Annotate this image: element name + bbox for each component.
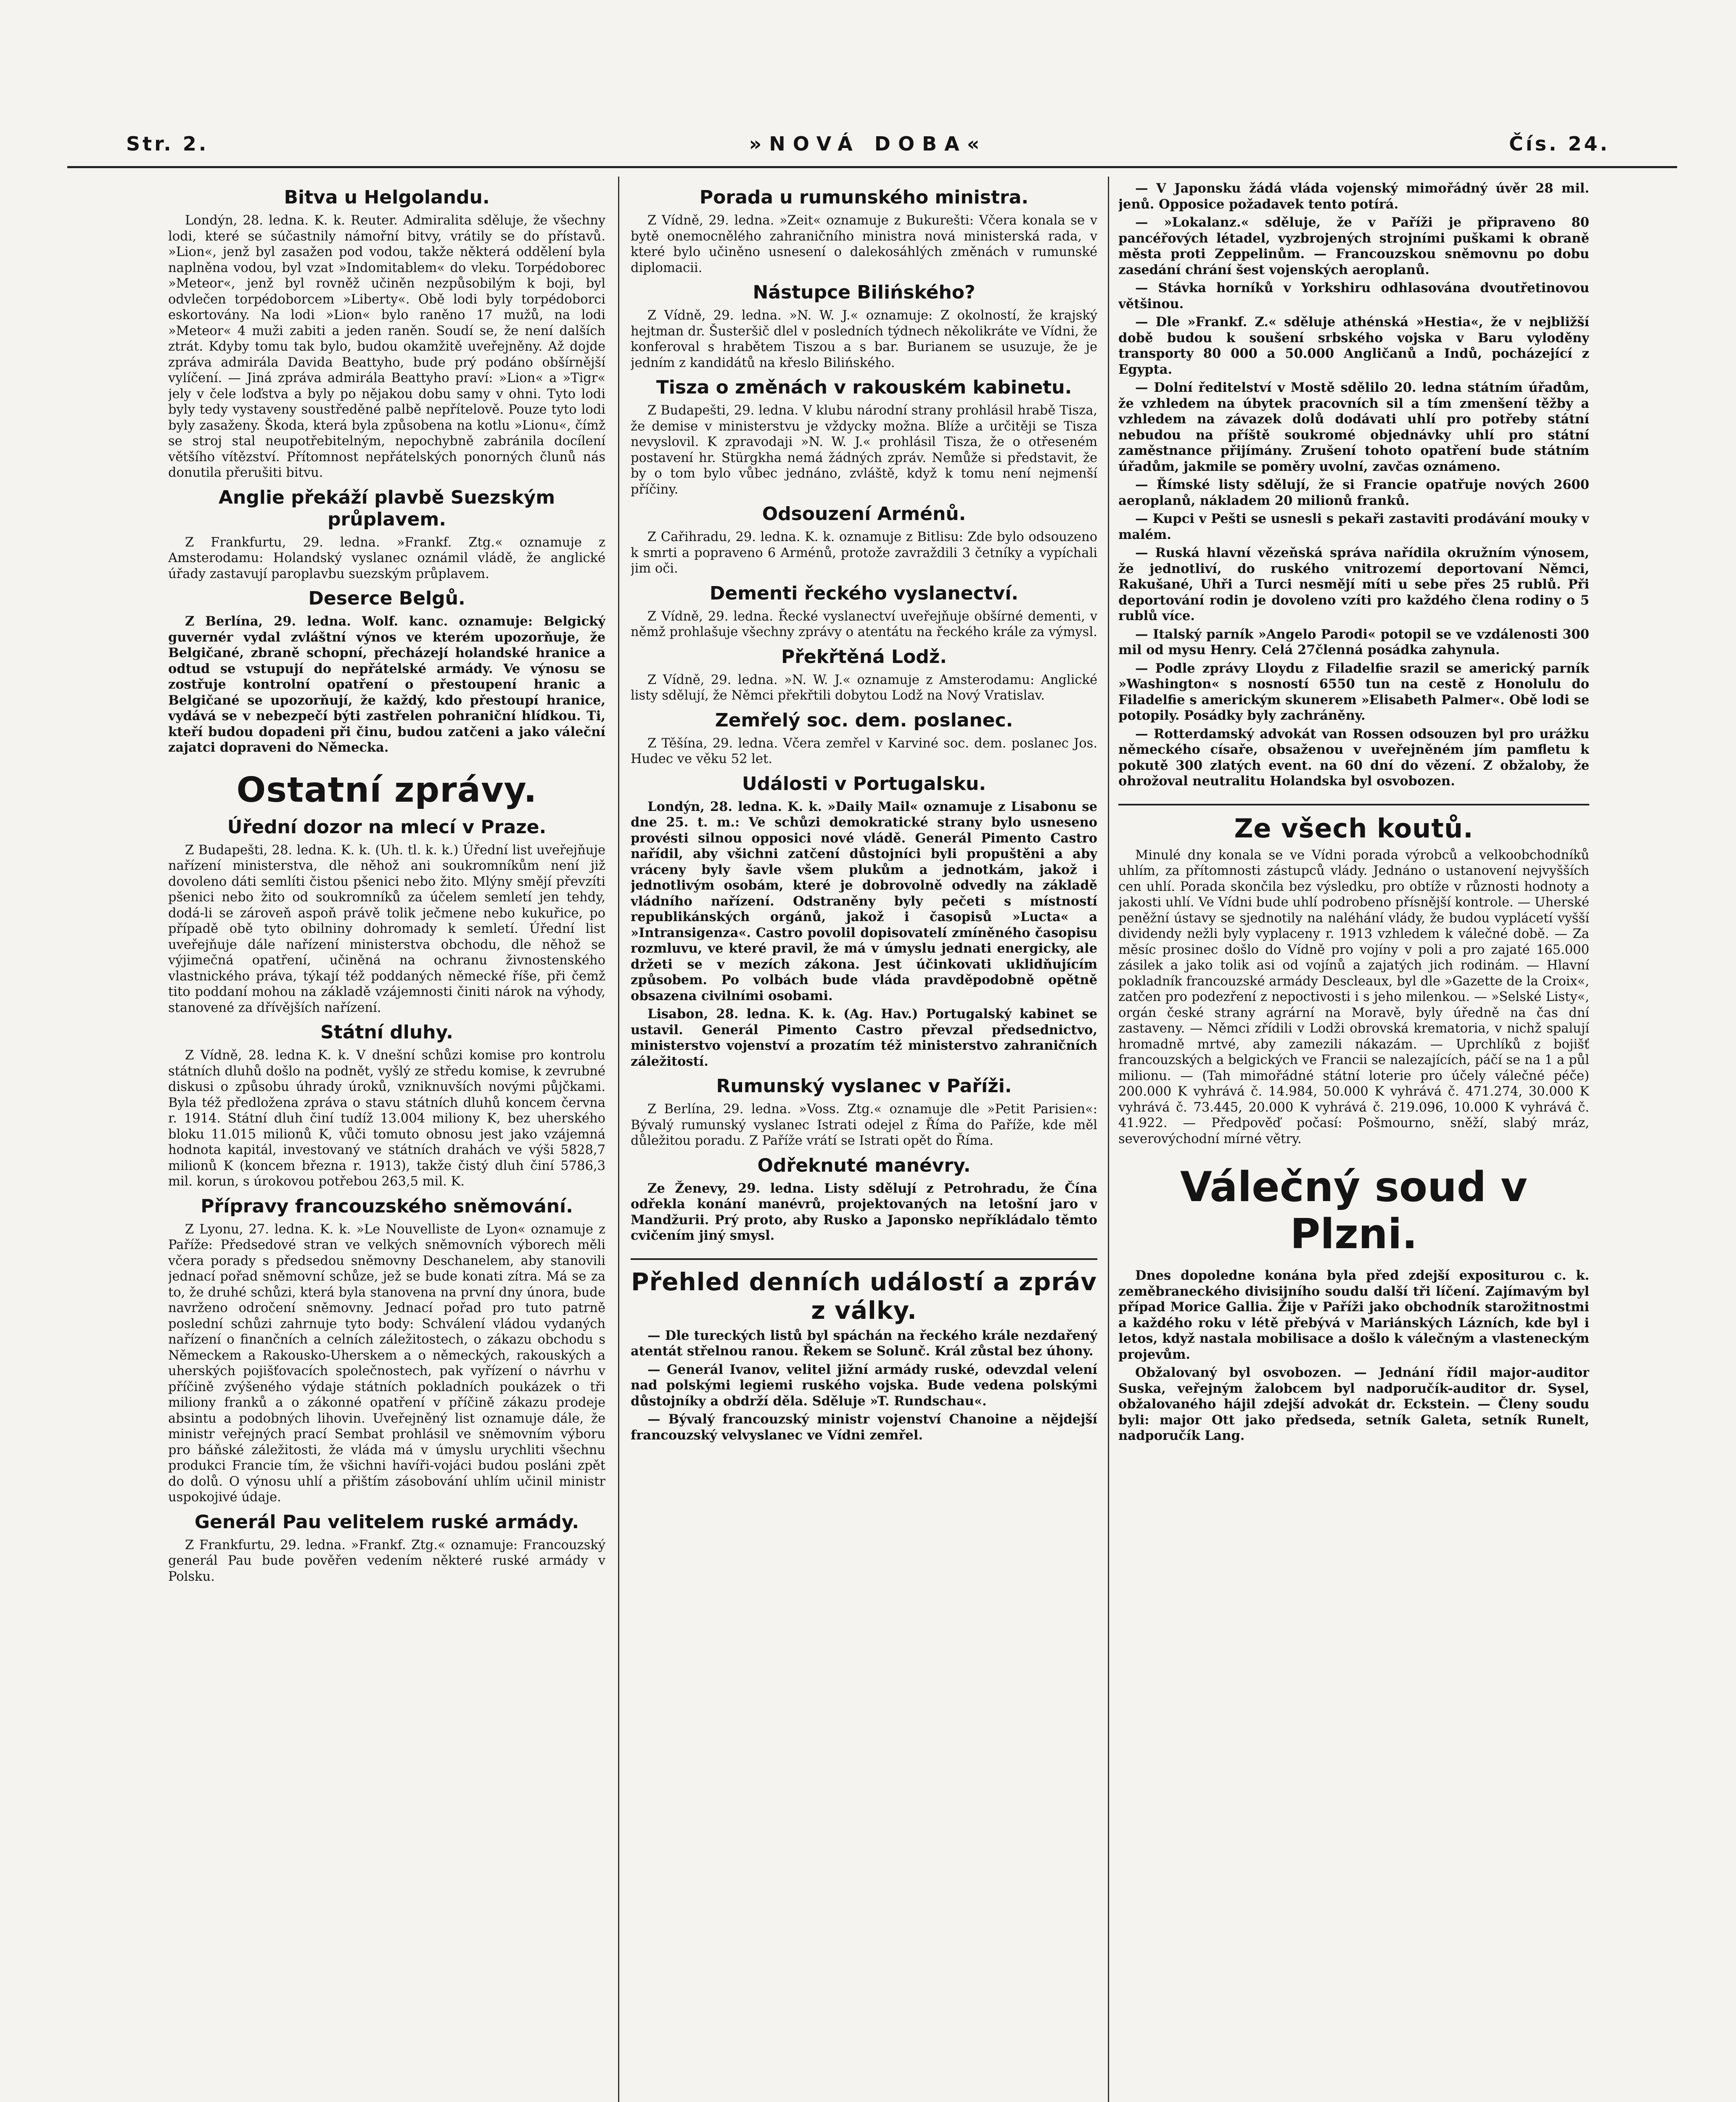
column-1 xyxy=(168,181,605,2102)
article-text: Z Vídně, 29. ledna. »N. W. J.« oznamuje z Amsterodamu: Anglické listy sdělují, že Němci překřtili dobytou Lodž na Nový Vratislav. xyxy=(631,672,1097,703)
article-text: — Římské listy sdělují, že si Francie opatřuje nových 2600 aeroplanů, nákladem 20 milionů franků. xyxy=(1118,477,1589,508)
headline: Události v Portugalsku. xyxy=(742,773,986,795)
article-text: — Dolní ředitelství v Mostě sdělilo 20. ledna státním úřadům, že vzhledem na úbytek pracovních sil a tím zmenšení těžby a vzhledem na závazek dolů dodávati uhlí pro potřeby státní nebudou na příště soukromé objednávky uhlí pro státní zaměstnance přijímány. Zrušení tohoto opatření bude státním úřadům, jakmile se poměry uvolní, zavčas oznámeno. xyxy=(1118,380,1589,474)
page-number: Str. 2. xyxy=(126,132,209,155)
headline: Generál Pau velitelem ruské armády. xyxy=(194,1511,579,1533)
article-text: Londýn, 28. ledna. K. k. »Daily Mail« oznamuje z Lisabonu se dne 25. t. m.: Ve schůzi demokratické strany bylo usneseno provésti silnou opposici nové vládě. Generál Pimento Castro nařídil, aby všichni zatčení důstojníci byli propuštěni a aby vráceny byly šavle všem plukům a jednotkám, jakož i jednotlivým osobám, které je dobrovolně odvedly na základě vládního nařízení. Odstraněny byly pečeti s místností republikánských orgánů, jakož i časopisů »Lucta« a »Intransigenza«. Castro povolil dopisovatelí zmíněného časopisu rozmluvu, ve které pravil, že má v úmyslu jednati energicky, ale držeti se v mezích zákona. Jest účinkovati uklidňujícím způsobem. Po volbách bude vláda pravděpodobně opětně obsazena civilními osobami. xyxy=(631,799,1097,1003)
article-text: Minulé dny konala se ve Vídni porada výrobců a velkoobchodníků uhlím, za přítomnosti zástupců vlády. Jednáno o ustanovení nejvyšších cen uhlí. Porada skončila bez výsledku, pro obtíže v různosti hodnoty a jakosti uhlí. Ve Vídni bude uhlí podrobeno přísnější kontrole. — Uherské peněžní ústavy se sjednotily na naléhání vlády, že budou vyplácetí vyšší dividendy nežli byly vyplaceny r. 1913 vzhledem k válečné době. — Za měsíc prosinec došlo do Vídně pro vojíny v poli a pro zajaté 165.000 zásilek a jako tolik asi od vojínů a zajatých jich rodinám. — Hlavní pokladník francouzské armády Descleaux, byl dle »Gazette de la Croix«, zatčen pro podezření z nepoctivosti i s jeho milenkou. — »Selské Listy«, orgán české strany agrární na Moravě, byly úředně na čas dní zastaveny. — Němci zřídili v Lodži obrovská krematoria, v nichž spalují hromadně mrtvé, aby zamezili nákazám. — Uprchlíků z bojišť francouzských a belgických ve Francii se nalezajících, páčí se na 1 a půl milionu. — (Tah mimořádné státní loterie pro účely válečné péče) 200.000 K vyhrává č. 14.984, 50.000 K vyhrává č. 471.274, 30.000 K vyhrává č. 73.445, 20.000 K vyhrává č. 219.096, 10.000 K vyhrává č. 41.922. — Předpověď počasí: Pošmourno, sněží, slabý mráz, severovýchodní mírné větry. xyxy=(1118,848,1589,1146)
article-text: — Kupci v Pešti se usnesli s pekaři zastaviti prodávání mouky v malém. xyxy=(1118,511,1589,542)
article-text: — Rotterdamský advokát van Rossen odsouzen byl pro urážku německého císaře, obsaženou v uveřejněném jím pamfletu k pokutě 300 zlatých event. na 60 dní do vězení. Z obžaloby, že ohrožoval neutralitu Holandska byl osvobozen. xyxy=(1118,726,1589,789)
article-text: Z Vídně, 29. ledna. »Zeit« oznamuje z Bukurešti: Včera konala se v bytě onemocnělého zahraničního ministra nová ministerská rada, v které bylo učiněno usnesení o dalekosáhlých změnách v rumunské diplomacii. xyxy=(631,213,1097,275)
headline: Odřeknuté manévry. xyxy=(757,1154,971,1176)
newspaper-title: »NOVÁ DOBA« xyxy=(749,132,987,155)
headline: Dementi řeckého vyslanectví. xyxy=(709,582,1019,604)
article-text: Z Vídně, 28. ledna K. k. V dnešní schůzi komise pro kontrolu státních dluhů došlo na podnět, vyšlý ze středu komise, k zevrubné diskusi o způsobu úhrady úroků, vzniknuvších novými půjčkami. Byla též předložena zpráva o stavu státních dluhů koncem června r. 1914. Státní dluh činí tudíž 13.004 miliony K, bez uherského bloku 11.015 milionů K, vůči tomuto obnosu jest jako vzájemná hodnota kapitál, investovaný ve státních drahách ve výši 5828,7 milionů K (koncem března r. 1913), takže čistý dluh činí 5786,3 mil. korun, s úrokovou potřebou 263,5 mil. K. xyxy=(168,1048,605,1189)
article-text: Z Berlína, 29. ledna. Wolf. kanc. oznamuje: Belgický guvernér vydal zvláštní výnos ve kterém upozorňuje, že Belgičané, zbraně schopní, přecházejí holandské hranice a odtud se vstupují do nepřátelské armády. Ve výnosu se zostřuje kontrolní opatření o přestoupení hranic a Belgičané se upozorňují, že každý, kdo přestoupí hranice, vydává se v nebezpečí býti zastřelen pohraniční hlídkou. Ti, kteří budou dopadeni při činu, budou zatčeni a jako váleční zajatci dopraveni do Německa. xyxy=(168,614,605,755)
column-3 xyxy=(1118,181,1589,2102)
article-text: Z Cařihradu, 29. ledna. K. k. oznamuje z Bitlisu: Zde bylo odsouzeno k smrti a popraveno 6 Arménů, protože zavraždili 3 četníky a vypíchali jim oči. xyxy=(631,530,1097,576)
column-divider xyxy=(1108,177,1109,2102)
section-title: Ze všech koutů. xyxy=(1118,804,1589,844)
header-divider xyxy=(67,166,1677,168)
article-text: Ze Ženevy, 29. ledna. Listy sdělují z Petrohradu, že Čína odřekla konání manévrů, projektovaných na letošní jaro v Mandžurii. Prý proto, aby Rusko a Japonsko nepříkládalo těmto cvičením jiný smysl. xyxy=(631,1180,1097,1243)
headline: Bitva u Helgolandu. xyxy=(284,187,490,208)
headline: Tisza o změnách v rakouském kabinetu. xyxy=(656,377,1072,398)
article-text: Dnes dopoledne konána byla před zdejší expositurou c. k. zeměbraneckého divisijního soudu další tři líčení. Zajímavým byl případ Morice Gallia. Žije v Paříži jako obchodník starožitnostmi a každého roku v létě přebývá v Mariánských Lázních, kde byl i letos, když nastala mobilisace a došlo k válečným a vlasteneckým projevům. xyxy=(1118,1268,1589,1362)
headline: Státní dluhy. xyxy=(320,1022,453,1043)
column-divider xyxy=(618,177,619,2102)
headline: Úřední dozor na mlecí v Praze. xyxy=(227,816,547,838)
headline: Rumunský vyslanec v Paříži. xyxy=(716,1075,1012,1097)
headline: Nástupce Bilińského? xyxy=(753,282,975,303)
article-text: — Bývalý francouzský ministr vojenství Chanoine a nějdejší francouzský velvyslanec ve Vídni zemřel. xyxy=(631,1412,1097,1443)
article-text: Z Těšína, 29. ledna. Včera zemřel v Karviné soc. dem. poslanec Jos. Hudec ve věku 52 let. xyxy=(631,736,1097,766)
page-header xyxy=(126,132,1610,162)
article-text: Z Vídně, 29. ledna. Řecké vyslanectví uveřejňuje obšírné dementi, v němž prohlašuje všechny zprávy o atentátu na řeckého krále za výmysl. xyxy=(631,609,1097,639)
article-text: — »Lokalanz.« sděluje, že v Paříži je připraveno 80 pancéřových létadel, vyzbrojených strojními puškami k obraně města proti Zeppelinům. — Francouzskou sněmovnu po dobu zasedání chrání šest vojenských aeroplanů. xyxy=(1118,215,1589,277)
article-text: — Dle tureckých listů byl spáchán na řeckého krále nezdařený atentát střelnou ranou. Řekem se Solunč. Král zůstal bez úhony. xyxy=(631,1328,1097,1359)
section-title: Válečný soud v Plzni. xyxy=(1180,1163,1528,1258)
issue-number: Čís. 24. xyxy=(1509,132,1610,155)
article-text: Z Berlína, 29. ledna. »Voss. Ztg.« oznamuje dle »Petit Parisien«: Bývalý rumunský vyslanec Istrati odejel z Říma do Paříže, kde měl důležitou poradu. Z Paříže vrátí se Istrati opět do Říma. xyxy=(631,1102,1097,1148)
article-text: Obžalovaný byl osvobozen. — Jednání řídil major-auditor Suska, veřejným žalobcem byl nadporučík-auditor dr. Sysel, obžalovaného hájil zdejší advokát dr. Eckstein. — Členy soudu byli: major Ott jako předseda, setník Galeta, setník Runelt, nadporučík Lang. xyxy=(1118,1365,1589,1443)
section-title: Ostatní zprávy. xyxy=(236,770,537,810)
article-text: — Ruská hlavní vězeňská správa nařídila okružním výnosem, že jednotliví, do ruského vnitrozemí deportovaní Němci, Rakušané, Uhři a Turci nesmějí míti u sebe přes 25 rublů. Při deportování rodin je dovoleno vzíti pro každého člena rodiny o 5 rublů více. xyxy=(1118,545,1589,623)
article-text: Z Vídně, 29. ledna. »N. W. J.« oznamuje: Z okolností, že krajský hejtman dr. Šusteršič dlel v posledních týdnech několikráte ve Vídni, že konferoval s hrabětem Tiszou a s bar. Burianem se usuzuje, že je jedním z kandidátů na křeslo Bilińského. xyxy=(631,308,1097,370)
article-text: — Stávka horníků v Yorkshiru odhlasována dvoutřetinovou většinou. xyxy=(1118,280,1589,312)
article-text: Z Lyonu, 27. ledna. K. k. »Le Nouvelliste de Lyon« oznamuje z Paříže: Předsedové stran ve velkých sněmovních výborech měli včera porady s předsedou sněmovny Deschanelem, aby stanovili jednací pořad sněmovní schůze, jež se bude konati zítra. Má se za to, že druhé schůzi, která byla stanovena na první dny února, bude navrženo odročení sněmovny. Jednací pořad pro tuto patrně poslední schůzi zahrnuje tyto body: Schválení vládou vydaných nařízení o finančních a celních záležitostech, o zákazu obchodu s Německem a Rakousko-Uherskem a o německých, rakouských a uherských pojišťovacích společnostech, pak vyřízení o návrhu v příčině zvýšeného výdaje státních pokladních poukázek o tři miliony franků a o zákonné opatření v příčině zákazu prodeje absintu a podobných lihovin. Uveřejněný list oznamuje dále, že ministr veřejných prací Sembat prohlásil ve sněmovním výboru pro báňské záležitosti, že vláda má v úmyslu urychliti všechnu produkci Francie tím, že všichni havíři-vojáci budou posláni zpět do dolů. O výnosu uhlí a přištím zásobování uhlím učinil ministr uspokojivé údaje. xyxy=(168,1222,605,1505)
article-text: — Generál Ivanov, velitel jižní armády ruské, odevzdal velení nad polskými legiemi ruského vojska. Bude vedena polskými důstojníky a obdrží děla. Sděluje »T. Rundschau«. xyxy=(631,1362,1097,1409)
article-text: Z Frankfurtu, 29. ledna. »Frankf. Ztg.« oznamuje: Francouzský generál Pau bude pověřen vedením některé ruské armády v Polsku. xyxy=(168,1537,605,1584)
article-text: Londýn, 28. ledna. K. k. Reuter. Admiralita sděluje, že všechny lodi, které se súčastnily námořní bitvy, vrátily se do přístavů. »Lion«, jenž byl zasažen pod vodou, takže některá oddělení byla naplněna vodou, byl vzat »Indomitablem« do vleku. Torpédoborec »Meteor«, jenž byl rovněž učiněn nezpůsobilým k boji, byl odvlečen torpédoborcem »Liberty«. Obě lodi byly torpédoborci eskortovány. Na lodi »Lion« bylo raněno 17 mužů, na lodi »Meteor« 4 muži zabiti a jeden raněn. Soudí se, že není dalších ztrát. Kdyby tomu tak bylo, budou okamžitě uveřejněny. Až dojde zpráva admirála Davida Beattyho, bude prý podáno obšírnější vylíčení. — Jiná zpráva admirála Beattyho praví: »Lion« a »Tigr« jely v čele loďstva a byly po nějakou dobu samy v ohni. Tyto lodi byly tedy vystaveny soustředěné palbě nepřítelově. Pouze tyto lodi byly zasaženy. Škoda, která byla způsobena na kotlu »Lionu«, čímž se stroj stal neupotřebitelným, nepochybně zabránila docílení většího vítězství. Přítomnost nepřátelských ponorných člunů nás donutila přerušiti bitvu. xyxy=(168,213,605,480)
article-text: Lisabon, 28. ledna. K. k. (Ag. Hav.) Portugalský kabinet se ustavil. Generál Pimento Castro převzal předsednictvo, ministerstvo vojenství a prozatím též ministerstvo zahraničních záležitostí. xyxy=(631,1006,1097,1069)
column-2 xyxy=(631,181,1097,2102)
article-text: — Dle »Frankf. Z.« sděluje athénská »Hestia«, že v nejbližší době budou k soušení srbského vojska v Baru vyloděny transporty 80 000 a 50.000 Angličanů a Indů, pocházející z Egypta. xyxy=(1118,314,1589,377)
headline: Odsouzení Arménů. xyxy=(762,503,966,525)
headline: Přípravy francouzského sněmování. xyxy=(201,1195,573,1217)
headline: Zemřelý soc. dem. poslanec. xyxy=(715,709,1013,731)
article-text: Z Budapešti, 28. ledna. K. k. (Uh. tl. k. k.) Úřední list uveřejňuje nařízení ministerstva, dle něhož ani soukromníkům není již dovoleno dáti semlíti čistou pšenici nebo žito. Mlýny smějí převzíti pšenici nebo žito od soukromníků za účelem semletí jen tehdy, dodá-li se zároveň aspoň právě tolik ječmene nebo kukuřice, po případě obě tyto obilniny dohromady k semletí. Úřední list uveřejňuje dále nařízení ministerstva obchodu, dle něhož se výjimečná opatření, učiněná na ochranu živnostenského vlastnického práva, týkají též poddaných německé říše, při čemž tito poddaní mohou na základě vzájemnosti činiti nárok na výhody, stanovené za dřívějších nařízení. xyxy=(168,842,605,1015)
article-text: — Italský parník »Angelo Parodi« potopil se ve vzdálenosti 300 mil od mysu Henry. Celá 27členná posádka zahynula. xyxy=(1118,626,1589,658)
section-title: Přehled denních událostí a zpráv z války. xyxy=(631,1258,1097,1325)
article-text: Z Budapešti, 29. ledna. V klubu národní strany prohlásil hrabě Tisza, že demise v ministerstvu je vždycky možna. Blíže a určitěji se Tisza nevyslovil. K zpravodaji »N. W. J.« prohlásil Tisza, že o otřeseném postavení hr. Stürgkha nemá žádných zpráv. Nemůže si představit, že by o tom bylo vůbec jednáno, zvláště, když k tomu není nejmenší příčiny. xyxy=(631,403,1097,497)
headline: Porada u rumunského ministra. xyxy=(699,187,1029,208)
headline: Anglie překáží plavbě Suezským průplavem. xyxy=(218,486,555,530)
headline: Překřtěná Lodž. xyxy=(781,646,947,668)
article-text: — Podle zprávy Lloydu z Filadelfie srazil se americký parník »Washington« s nosností 6550 tun na cestě z Honolulu do Filadelfie s americkým skunerem »Elisabeth Palmer«. Obě lodi se potopily. Posádky byly zachráněny. xyxy=(1118,660,1589,723)
article-text: — V Japonsku žádá vláda vojenský mimořádný úvěr 28 mil. jenů. Opposice požadavek tento potírá. xyxy=(1118,181,1589,212)
headline: Deserce Belgů. xyxy=(308,588,465,609)
article-text: Z Frankfurtu, 29. ledna. »Frankf. Ztg.« oznamuje z Amsterodamu: Holandský vyslanec oznámil vládě, že anglické úřady zastavují paroplavbu suezským průplavem. xyxy=(168,535,605,581)
